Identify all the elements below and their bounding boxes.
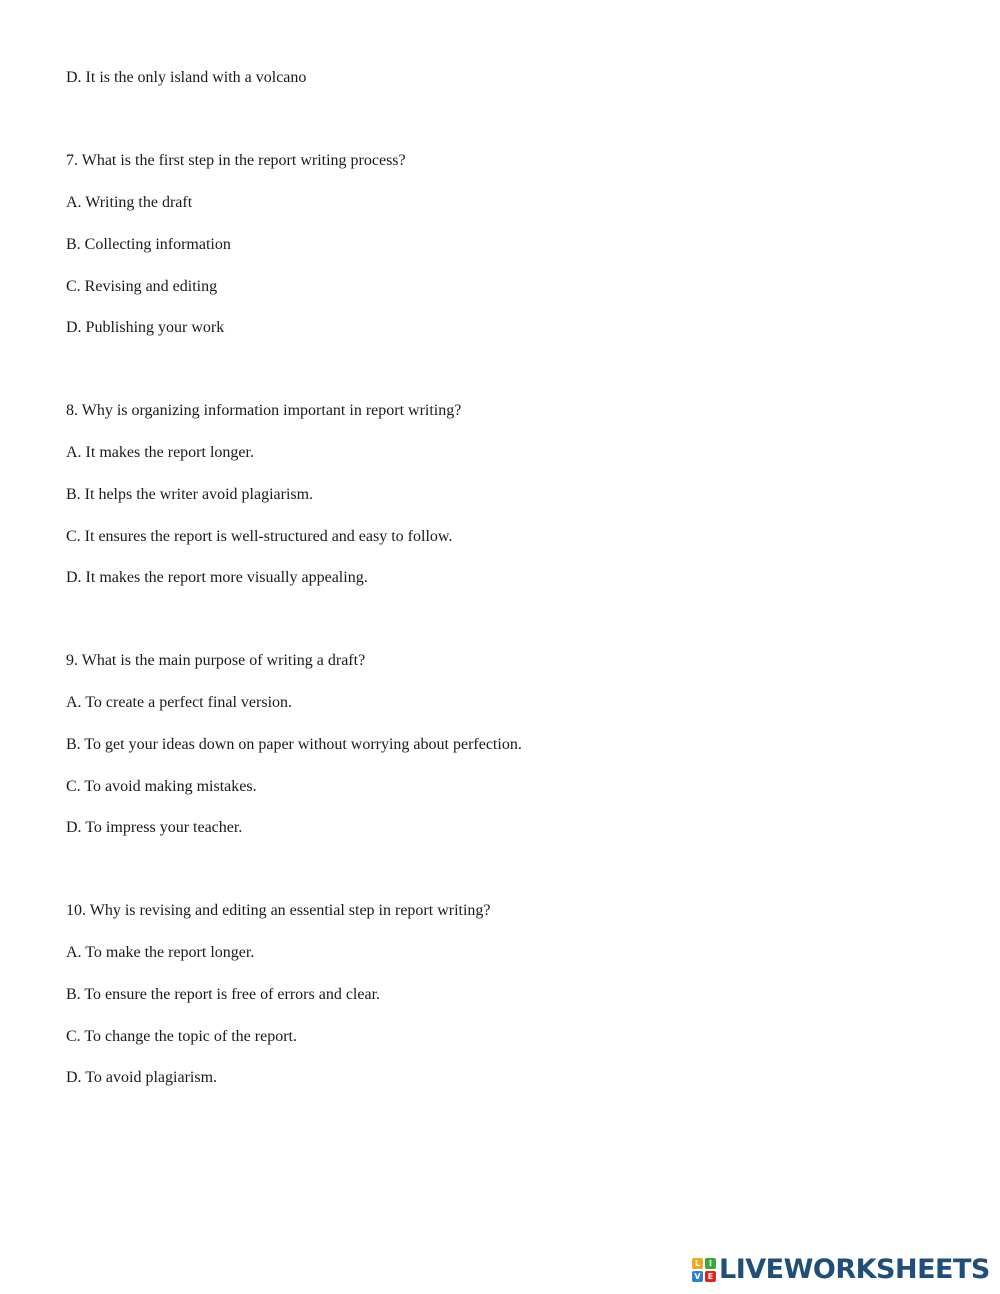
option-10-a: A. To make the report longer. [66, 944, 255, 961]
option-7-d: D. Publishing your work [66, 319, 225, 336]
option-8-b: B. It helps the writer avoid plagiarism. [66, 486, 314, 503]
option-9-b: B. To get your ideas down on paper without worrying about perfection. [66, 736, 522, 753]
logo-tile-v: V [692, 1271, 703, 1282]
question-8: 8. Why is organizing information important in report writing? [66, 402, 462, 419]
question-7: 7. What is the first step in the report writing process? [66, 152, 406, 169]
option-8-d: D. It makes the report more visually appealing. [66, 569, 368, 586]
option-8-a: A. It makes the report longer. [66, 444, 254, 461]
option-9-d: D. To impress your teacher. [66, 819, 243, 836]
question-10: 10. Why is revising and editing an essential step in report writing? [66, 902, 491, 919]
option-6-d: D. It is the only island with a volcano [66, 69, 307, 86]
liveworksheets-logo [692, 1256, 990, 1284]
logo-tile-l: L [692, 1258, 703, 1269]
question-9: 9. What is the main purpose of writing a draft? [66, 652, 366, 669]
option-7-b: B. Collecting information [66, 236, 231, 253]
logo-tile-i: I [705, 1258, 716, 1269]
option-10-d: D. To avoid plagiarism. [66, 1069, 218, 1086]
option-8-c: C. It ensures the report is well-structured and easy to follow. [66, 528, 453, 545]
option-9-c: C. To avoid making mistakes. [66, 778, 257, 795]
option-9-a: A. To create a perfect final version. [66, 694, 293, 711]
liveworksheets-logo-text: LIVEWORKSHEETS [719, 1254, 990, 1285]
option-7-a: A. Writing the draft [66, 194, 193, 211]
option-10-c: C. To change the topic of the report. [66, 1028, 297, 1045]
liveworksheets-logo-icon [692, 1258, 716, 1282]
option-10-b: B. To ensure the report is free of errors and clear. [66, 986, 381, 1003]
logo-tile-e: E [705, 1271, 716, 1282]
option-7-c: C. Revising and editing [66, 278, 218, 295]
